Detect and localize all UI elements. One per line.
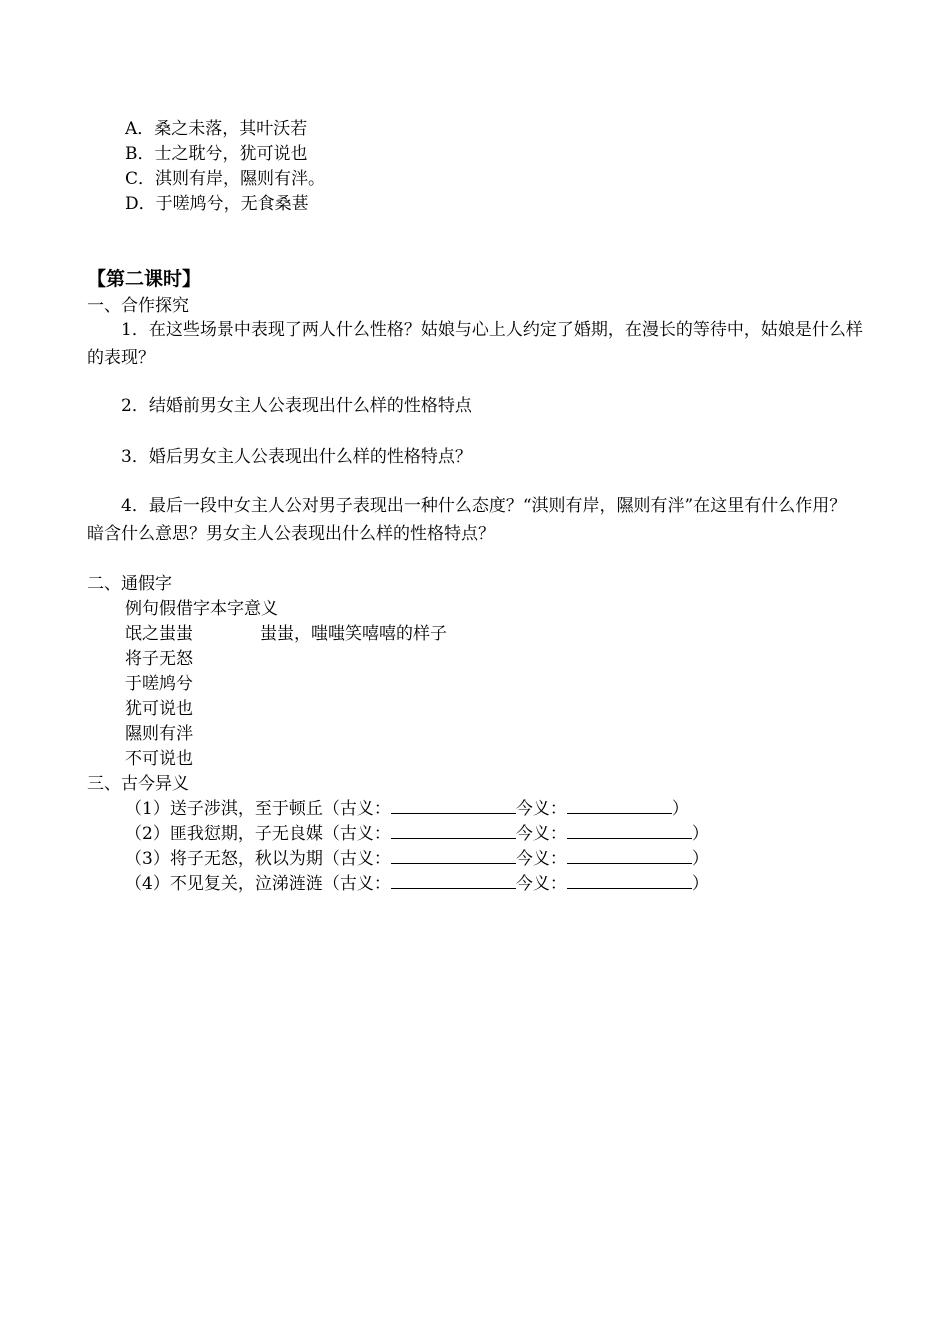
- modern-label: 今义：: [515, 824, 567, 844]
- section-1-heading: 一、合作探究: [87, 296, 189, 316]
- table-row-example: 不可说也: [125, 749, 193, 769]
- ancient-modern-item: [125, 822, 709, 846]
- option-d: D．于嗟鸠兮，无食桑葚: [125, 194, 309, 214]
- ancient-modern-item: [125, 847, 709, 871]
- ancient-label: 古义：: [339, 824, 391, 844]
- close-paren: ）: [691, 874, 709, 894]
- question-2: 2．结婚前男女主人公表现出什么样的性格特点: [121, 396, 472, 416]
- option-c: C．淇则有岸，隰则有泮。: [125, 169, 326, 189]
- lesson-title: 【第二课时】: [87, 268, 202, 290]
- option-b: B．士之耽兮，犹可说也: [125, 144, 308, 164]
- modern-blank[interactable]: [567, 847, 692, 864]
- ancient-blank[interactable]: [391, 847, 516, 864]
- question-4: 4．最后一段中女主人公对男子表现出一种什么态度？“淇则有岸，隰则有泮”在这里有什么作用？暗含什么意思？男女主人公表现出什么样的性格特点？: [87, 496, 847, 544]
- ancient-blank[interactable]: [391, 797, 516, 814]
- table-row-example: 将子无怒: [125, 649, 193, 669]
- ancient-modern-item: [125, 797, 689, 821]
- section-3-heading: 三、古今异义: [87, 774, 189, 794]
- option-a: A．桑之未落，其叶沃若: [125, 119, 308, 139]
- ancient-blank[interactable]: [391, 822, 516, 839]
- modern-label: 今义：: [515, 874, 567, 894]
- modern-blank[interactable]: [567, 872, 692, 889]
- modern-label: 今义：: [515, 799, 567, 819]
- close-paren: ）: [691, 824, 709, 844]
- modern-blank[interactable]: [567, 797, 672, 814]
- ancient-modern-item: [125, 872, 709, 896]
- section-2-heading: 二、通假字: [87, 574, 172, 594]
- table-row-example: 隰则有泮: [125, 724, 193, 744]
- question-3: 3．婚后男女主人公表现出什么样的性格特点？: [121, 447, 472, 467]
- ancient-blank[interactable]: [391, 872, 516, 889]
- item-text: （2）匪我愆期，子无良媒（: [125, 824, 340, 844]
- table-row-example: 于嗟鸠兮: [125, 674, 193, 694]
- table-row-meaning: 蚩蚩，嗤嗤笑嘻嘻的样子: [260, 624, 447, 644]
- table-row-example: 犹可说也: [125, 699, 193, 719]
- item-text: （4）不见复关，泣涕涟涟（: [125, 874, 340, 894]
- table-row-example: 氓之蚩蚩: [125, 624, 193, 644]
- question-1: 1．在这些场景中表现了两人什么性格？姑娘与心上人约定了婚期，在漫长的等待中，姑娘是什么样的表现？: [87, 320, 863, 368]
- item-text: （3）将子无怒，秋以为期（: [125, 849, 340, 869]
- ancient-label: 古义：: [339, 874, 391, 894]
- ancient-label: 古义：: [339, 849, 391, 869]
- close-paren: ）: [691, 849, 709, 869]
- table-header-row: 例句假借字本字意义: [125, 599, 278, 619]
- modern-blank[interactable]: [567, 822, 692, 839]
- ancient-label: 古义：: [339, 799, 391, 819]
- item-text: （1）送子涉淇，至于顿丘（: [125, 799, 340, 819]
- modern-label: 今义：: [515, 849, 567, 869]
- close-paren: ）: [671, 799, 689, 819]
